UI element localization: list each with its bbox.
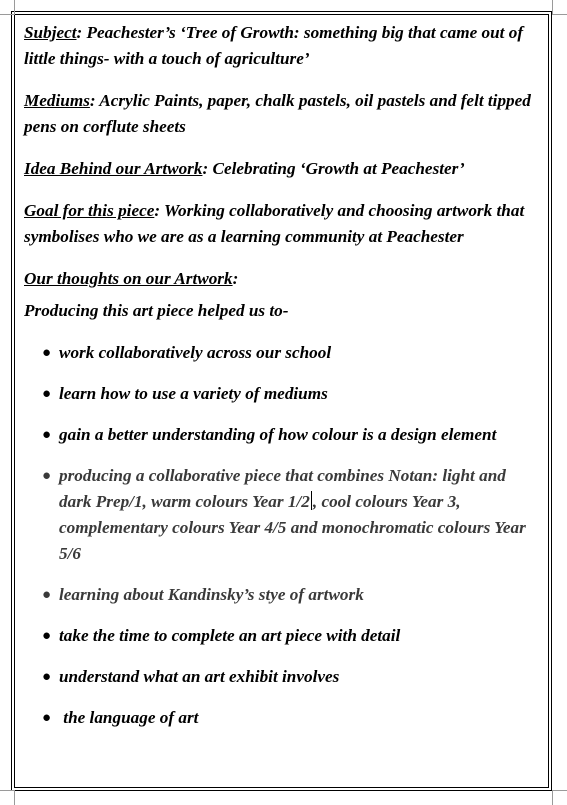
list-item-text: take the time to complete an art piece with detail: [59, 626, 401, 645]
list-item-text: work collaboratively across our school: [59, 343, 332, 362]
intro-line: Producing this art piece helped us to-: [24, 301, 289, 320]
list-item: [24, 340, 539, 366]
list-item: [24, 623, 539, 649]
crop-mark-top-left: [0, 0, 15, 15]
list-item-text: [59, 466, 526, 563]
subject-text: : Peachester’s ‘Tree of Growth: something big that came out of little things- with a touch of agriculture’: [24, 23, 524, 68]
list-item-text: understand what an art exhibit involves: [59, 667, 340, 686]
goal-paragraph: [24, 198, 539, 250]
document-body[interactable]: [24, 20, 539, 746]
list-item: [24, 381, 539, 407]
thoughts-paragraph: [24, 266, 539, 292]
bullet-icon: ●: [42, 345, 52, 361]
thoughts-label: Our thoughts on our Artwork: [24, 269, 233, 288]
list-item-text: learning about Kandinsky’s stye of artwork: [59, 585, 364, 604]
idea-label: Idea Behind our Artwork: [24, 159, 203, 178]
outcomes-list: [24, 340, 539, 731]
mediums-text: : Acrylic Paints, paper, chalk pastels, oil pastels and felt tipped pens on corflute sheets: [24, 91, 531, 136]
list-item: [24, 463, 539, 567]
bullet-icon: ●: [42, 386, 52, 402]
goal-label: Goal for this piece: [24, 201, 155, 220]
subject-label: Subject: [24, 23, 77, 42]
list-item: [24, 664, 539, 690]
list-item-text: the language of art: [59, 708, 199, 727]
bullet-icon: ●: [42, 468, 52, 484]
bullet-icon: ●: [42, 669, 52, 685]
bullet-icon: ●: [42, 628, 52, 644]
mediums-label: Mediums: [24, 91, 90, 110]
bullet-icon: ●: [42, 427, 52, 443]
idea-text: : Celebrating ‘Growth at Peachester’: [202, 159, 465, 178]
crop-mark-bottom-right: [552, 790, 567, 805]
list-item-text: learn how to use a variety of mediums: [59, 384, 328, 403]
list-item-text: gain a better understanding of how colour is a design element: [59, 425, 497, 444]
idea-paragraph: [24, 156, 539, 182]
list-item: [24, 422, 539, 448]
list-item-text-before-cursor: producing a collaborative piece that combines Notan: light and dark Prep/1, warm colours Year 1/2: [59, 466, 506, 511]
bullet-icon: ●: [42, 587, 52, 603]
crop-mark-top-right: [552, 0, 567, 15]
goal-text: : Working collaboratively and choosing artwork that symbolises who we are as a learning community at Peachester: [24, 201, 525, 246]
crop-mark-bottom-left: [0, 790, 15, 805]
list-item: [24, 705, 539, 731]
mediums-paragraph: [24, 88, 539, 140]
list-item: [24, 582, 539, 608]
text-cursor: [311, 491, 312, 510]
list-item-text-after-cursor: , cool colours Year 3, complementary colours Year 4/5 and monochromatic colours Year 5/6: [59, 492, 526, 563]
bullet-icon: ●: [42, 710, 52, 726]
thoughts-text: :: [232, 269, 239, 288]
subject-paragraph: [24, 20, 539, 72]
